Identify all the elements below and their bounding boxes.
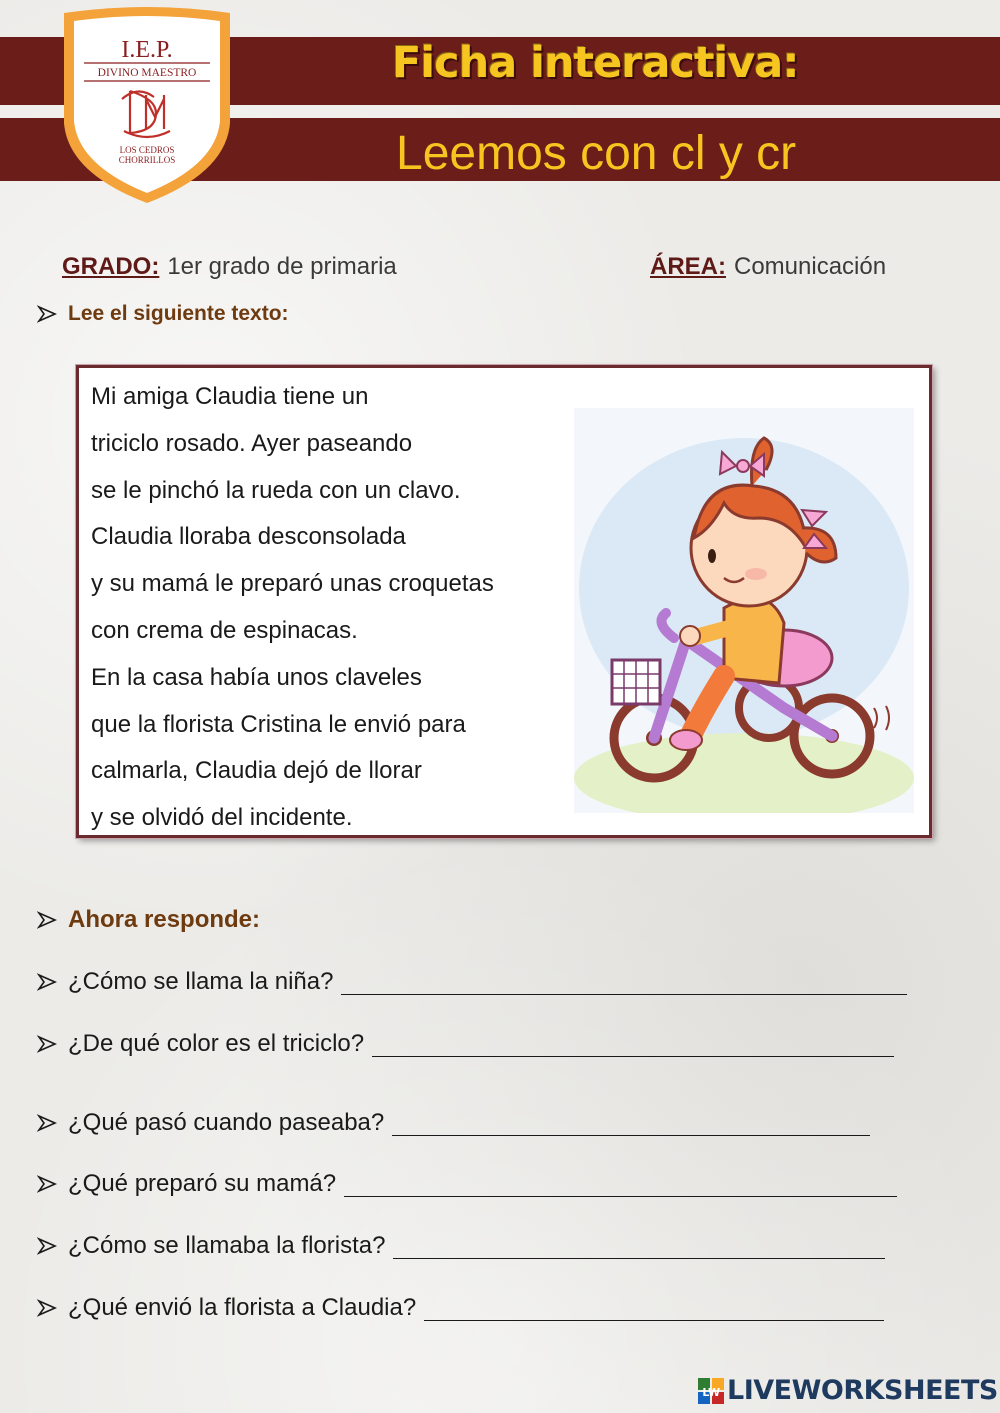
story-line: calmarla, Claudia dejó de llorar xyxy=(91,757,422,785)
arrow-bullet-icon xyxy=(37,1114,57,1132)
area-field xyxy=(650,253,886,281)
story-line: triciclo rosado. Ayer paseando xyxy=(91,429,413,457)
story-line: Claudia lloraba desconsolada xyxy=(91,523,406,551)
respond-heading xyxy=(37,906,260,934)
area-label: ÁREA: xyxy=(650,253,726,280)
question-text: ¿Cómo se llamaba la florista? xyxy=(68,1232,386,1259)
story-box xyxy=(76,365,932,838)
question-item xyxy=(37,1170,897,1198)
crest-school-name: DIVINO MAESTRO xyxy=(97,67,197,79)
story-line: y se olvidó del incidente. xyxy=(91,804,353,832)
story-line: con crema de espinacas. xyxy=(91,616,358,644)
instruction xyxy=(37,302,289,326)
page-title: Ficha interactiva: xyxy=(392,38,799,88)
answer-field[interactable] xyxy=(341,970,907,995)
answer-field[interactable] xyxy=(393,1234,885,1259)
question-text: ¿Qué envió la florista a Claudia? xyxy=(68,1294,417,1321)
question-text: ¿Qué preparó su mamá? xyxy=(68,1170,337,1197)
grade-value: 1er grado de primaria xyxy=(167,253,397,280)
question-item xyxy=(37,1294,884,1322)
answer-field[interactable] xyxy=(372,1032,894,1057)
answer-field[interactable] xyxy=(392,1111,870,1136)
question-text: ¿Qué pasó cuando paseaba? xyxy=(68,1109,385,1136)
question-item xyxy=(37,968,907,996)
question-text: ¿Cómo se llama la niña? xyxy=(68,968,334,995)
story-line: Mi amiga Claudia tiene un xyxy=(91,383,369,410)
page-subtitle: Leemos con cl y cr xyxy=(396,127,797,180)
arrow-bullet-icon xyxy=(37,911,57,929)
arrow-bullet-icon xyxy=(37,973,57,991)
instruction-text: Lee el siguiente texto: xyxy=(68,302,289,325)
question-item xyxy=(37,1109,870,1137)
grade-field xyxy=(62,253,397,281)
girl-on-tricycle-illustration xyxy=(574,408,914,813)
arrow-bullet-icon xyxy=(37,305,57,323)
crest-location-2: CHORRILLOS xyxy=(118,155,176,165)
story-line: En la casa había unos claveles xyxy=(91,663,422,691)
arrow-bullet-icon xyxy=(37,1035,57,1053)
answer-field[interactable] xyxy=(424,1296,884,1321)
grade-label: GRADO: xyxy=(62,253,160,280)
story-line: que la florista Cristina le envió para xyxy=(91,710,466,738)
story-line: y su mamá le preparó unas croquetas xyxy=(91,570,494,598)
crest-location-1: LOS CEDROS xyxy=(119,145,175,155)
arrow-bullet-icon xyxy=(37,1175,57,1193)
answer-field[interactable] xyxy=(344,1172,897,1197)
respond-heading-text: Ahora responde: xyxy=(68,906,261,933)
question-text: ¿De qué color es el triciclo? xyxy=(68,1030,365,1057)
arrow-bullet-icon xyxy=(37,1237,57,1255)
school-crest-logo xyxy=(58,3,236,206)
question-item xyxy=(37,1030,894,1058)
story-text xyxy=(91,374,571,842)
liveworksheets-logo xyxy=(697,1375,998,1406)
arrow-bullet-icon xyxy=(37,1299,57,1317)
area-value: Comunicación xyxy=(734,253,887,280)
brand-text: LIVEWORKSHEETS xyxy=(727,1375,998,1406)
question-item xyxy=(37,1232,885,1260)
liveworksheets-badge-icon xyxy=(697,1377,725,1405)
badge-text: LW xyxy=(702,1385,720,1399)
crest-acronym: I.E.P. xyxy=(121,37,173,63)
story-line: se le pinchó la rueda con un clavo. xyxy=(91,476,461,504)
